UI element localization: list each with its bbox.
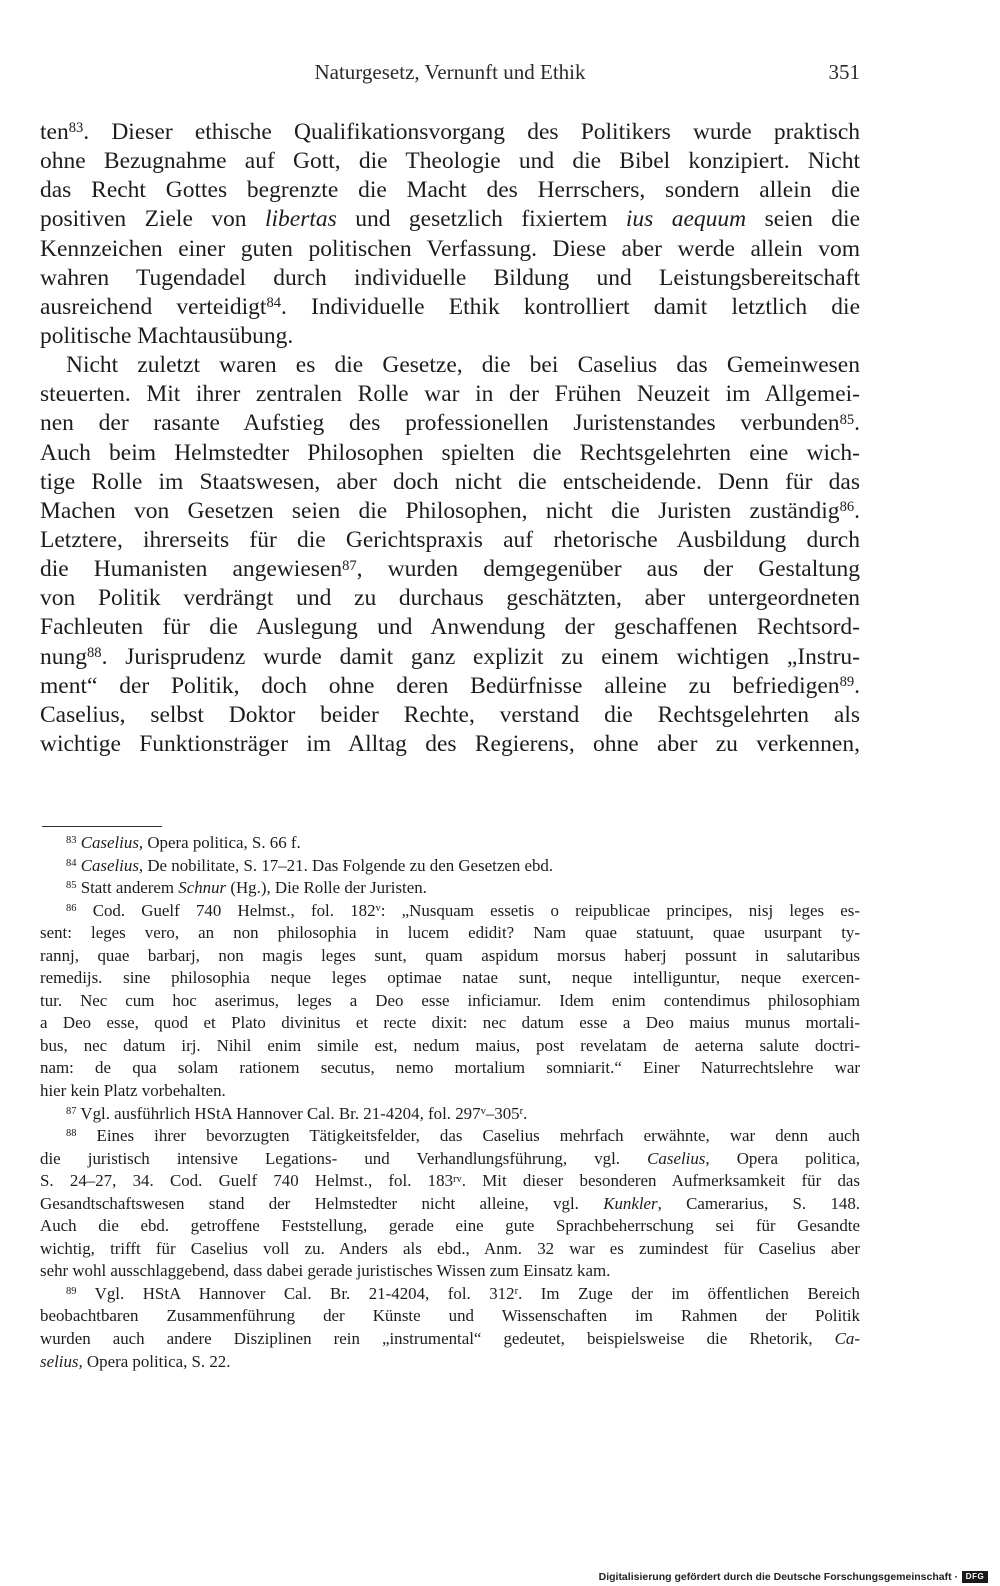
running-title: Naturgesetz, Vernunft und Ethik: [314, 60, 586, 84]
footnote-line: selius, Opera politica, S. 22.: [40, 1351, 231, 1371]
body-line: Kennzeichen einer guten politischen Verfassung. Diese aber werde allein vom: [40, 235, 860, 262]
footnote-line: $^{88}$ Eines ihrer bevorzugten Tätigkeitsfelder, das Caselius mehrfach erwähnte, war denn auch: [66, 1126, 860, 1146]
footnote-line: nam: de qua solam rationem secutus, nemo mortalium somniarit.“ Einer Naturrechtslehre war: [40, 1058, 860, 1078]
body-line: die Humanisten angewiesen$^{87}$, wurden demgegenüber aus der Gestaltung: [40, 556, 861, 583]
digitization-credit: [599, 1570, 988, 1584]
body-line: ment“ der Politik, doch ohne deren Bedürfnisse alleine zu befriedigen$^{89}$.: [40, 672, 860, 699]
footnote: [40, 877, 860, 900]
body-line: von Politik verdrängt und zu durchaus geschätzten, aber untergeordneten: [40, 585, 860, 612]
footnote: [40, 1103, 860, 1126]
page-number: 351: [828, 60, 860, 84]
body-line: Fachleuten für die Auslegung und Anwendung der geschaffenen Rechtsord-: [40, 614, 860, 641]
footnote-line: $^{89}$ Vgl. HStA Hannover Cal. Br. 21-4204, fol. 312$^r$. Im Zuge der im öffentlichen Bereich: [66, 1283, 860, 1303]
body-line: politische Machtausübung.: [40, 322, 294, 349]
footnote-line: Gesandtschaftswesen stand der Helmstedter nicht alleine, vgl. Kunkler, Camerarius, S. 148.: [40, 1193, 860, 1213]
body-line: positiven Ziele von libertas und gesetzlich fixiertem ius aequum seien die: [40, 206, 861, 233]
footnote-line: a Deo esse, quod et Plato divinitus et recte dixit: nec datum esse a Deo maius munus mortali-: [40, 1013, 860, 1033]
footnote: [40, 900, 860, 1103]
body-line: ohne Bezugnahme auf Gott, die Theologie und die Bibel konzipiert. Nicht: [40, 148, 860, 175]
footnote-line: beobachtbaren Zusammenführung der Künste und Wissenschaften im Rahmen der Politik: [40, 1306, 860, 1326]
footnote-line: $^{87}$ Vgl. ausführlich HStA Hannover Cal. Br. 21-4204, fol. 297$^v$–305$^r$.: [66, 1103, 528, 1123]
footnote-line: rannj, quae barbarj, non magis leges sunt, quam aspidum morsus haberj possunt in salutaribus: [40, 945, 860, 965]
body-line: Auch beim Helmstedter Philosophen spielten die Rechtsgelehrten eine wich-: [40, 439, 860, 466]
footnote-line: wurden auch andere Disziplinen rein „instrumental“ gedeutet, beispielsweise die Rhetorik, Ca-: [40, 1329, 860, 1349]
body-line: Caselius, selbst Doktor beider Rechte, verstand die Rechtsgelehrten als: [40, 701, 860, 728]
body-line: nen der rasante Aufstieg des professionellen Juristenstandes verbunden$^{85}$.: [40, 410, 860, 437]
body-line: Machen von Gesetzen seien die Philosophen, nicht die Juristen zuständig$^{86}$.: [40, 497, 860, 524]
dfg-logo: DFG: [962, 1571, 988, 1583]
footnote-line: $^{83}$ Caselius, Opera politica, S. 66 f.: [66, 833, 301, 852]
body-line: wahren Tugendadel durch individuelle Bildung und Leistungsbereitschaft: [40, 264, 860, 291]
body-line: ausreichend verteidigt$^{84}$. Individuelle Ethik kontrolliert damit letztlich die: [40, 293, 861, 320]
footnote-line: die juristisch intensive Legations- und Verhandlungsführung, vgl. Caselius, Opera politica,: [40, 1148, 860, 1168]
footnote: [40, 1283, 860, 1373]
footnote-line: tur. Nec cum hoc aserimus, leges a Deo esse inficiamur. Idem enim contendimus philosophiam: [40, 990, 860, 1010]
footnote-separator: [42, 826, 162, 827]
footnote-line: $^{84}$ Caselius, De nobilitate, S. 17–21. Das Folgende zu den Gesetzen ebd.: [66, 855, 554, 875]
body-line: Letztere, ihrerseits für die Gerichtspraxis auf rhetorische Ausbildung durch: [40, 526, 860, 553]
body-line: nung$^{88}$. Jurisprudenz wurde damit ganz explizit zu einem wichtigen „Instru-: [40, 643, 860, 670]
footnote-line: $^{86}$ Cod. Guelf 740 Helmst., fol. 182$^v$: „Nusquam essetis o reipublicae principes, nisj leges es-: [66, 900, 860, 920]
credit-text: Digitalisierung gefördert durch die Deutsche Forschungsgemeinschaft ·: [598, 1571, 958, 1583]
footnote-line: S. 24–27, 34. Cod. Guelf 740 Helmst., fol. $183^{rv}$. Mit dieser besonderen Aufmerksamkeit für das: [40, 1171, 860, 1191]
body-line: ten$^{83}$. Dieser ethische Qualifikationsvorgang des Politikers wurde praktisch: [40, 119, 860, 145]
body-text: [40, 118, 860, 759]
footnote-line: sehr wohl ausschlaggebend, dass dabei gerade juristisches Wissen zum Einsatz kam.: [40, 1261, 611, 1281]
body-line: tige Rolle im Staatswesen, aber doch nicht die entscheidende. Denn für das: [40, 468, 860, 495]
footnote-line: sent: leges vero, an non philosophia in lucem edidit? Nam quae statuunt, quae usurpant ty-: [40, 923, 860, 943]
footnote-line: wichtig, trifft für Caselius voll zu. Anders als ebd., Anm. 32 war es zumindest für Caselius aber: [40, 1238, 860, 1258]
body-line: steuerten. Mit ihrer zentralen Rolle war in der Frühen Neuzeit im Allgemei-: [40, 381, 860, 408]
footnote-line: hier kein Platz vorbehalten.: [40, 1081, 226, 1101]
footnote-line: bus, nec datum irj. Nihil enim simile est, nedum maius, post revelatam de aeterna salute doctri-: [40, 1035, 860, 1055]
footnote-line: Auch die ebd. getroffene Feststellung, gerade eine gute Sprachbeherrschung sei für Gesandte: [40, 1216, 860, 1236]
footnote: [40, 1125, 860, 1283]
footnote-line: remedijs. sine philosophia neque leges optimae natae sunt, neque intelliguntur, neque exercen-: [40, 968, 860, 988]
body-line: Nicht zuletzt waren es die Gesetze, die bei Caselius das Gemeinwesen: [66, 352, 860, 379]
footnote: [40, 855, 860, 878]
footnote: [40, 832, 860, 855]
body-line: wichtige Funktionsträger im Alltag des Regierens, ohne aber zu verkennen,: [40, 730, 860, 757]
body-line: das Recht Gottes begrenzte die Macht des Herrschers, sondern allein die: [40, 177, 860, 204]
footnotes: [40, 832, 860, 1373]
footnote-line: $^{85}$ Statt anderem Schnur (Hg.), Die Rolle der Juristen.: [66, 878, 427, 898]
